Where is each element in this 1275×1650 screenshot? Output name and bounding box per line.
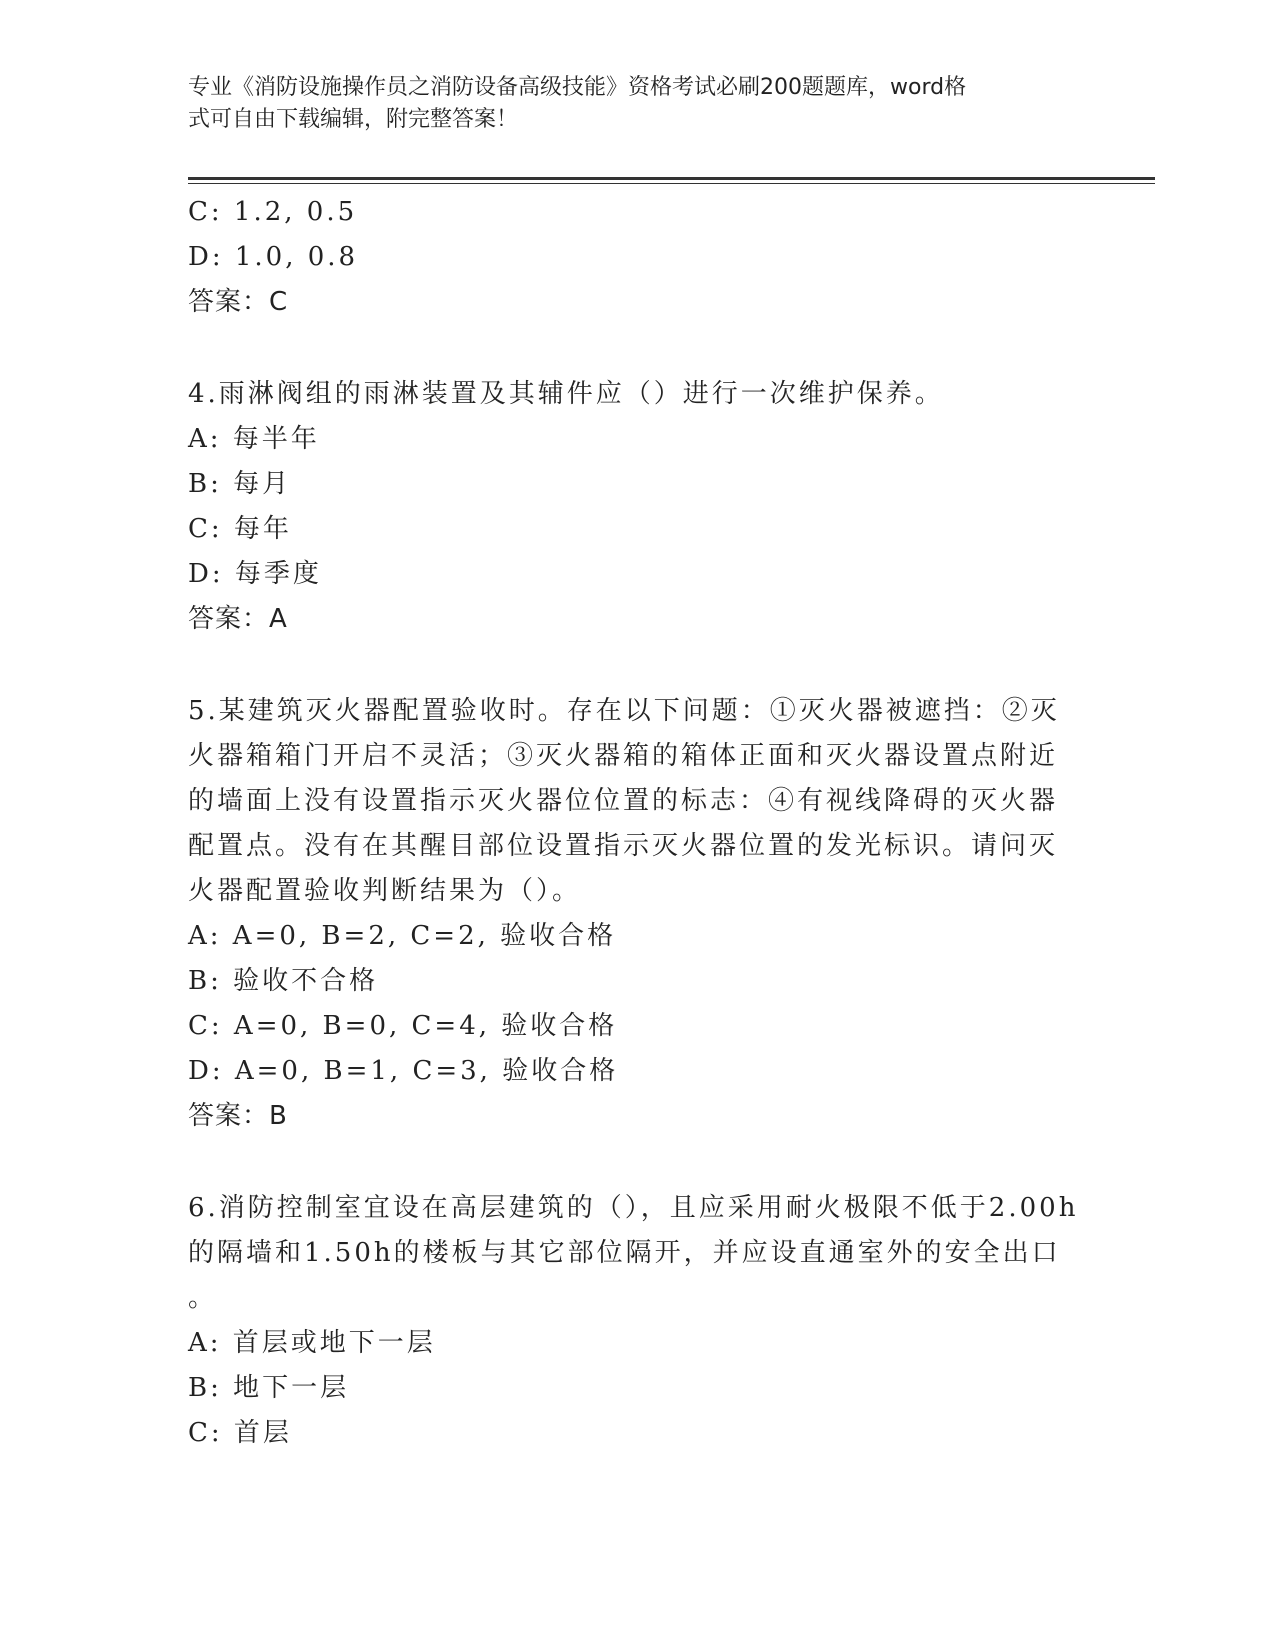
option-c: C: 首层 — [188, 1418, 292, 1448]
spacer — [188, 642, 1088, 689]
option-b: B: 每月 — [188, 469, 292, 499]
answer-line: 答案：A — [188, 604, 288, 634]
option-c: C: 每年 — [188, 514, 292, 544]
header-divider-thin — [188, 183, 1155, 184]
question-3-block — [188, 190, 1088, 325]
question-text-line-3: 的墙面上没有设置指示灭火器位位置的标志：④有视线降碍的灭火器 — [188, 786, 1059, 816]
spacer — [188, 325, 1088, 372]
question-text: 4.雨淋阀组的雨淋装置及其辅件应（）进行一次维护保养。 — [188, 379, 944, 409]
question-text-line-1: 5.某建筑灭火器配置验收时。存在以下问题：①灭火器被遮挡：②灭 — [188, 696, 1060, 726]
option-a: A: A=0, B=2, C=2, 验收合格 — [188, 921, 617, 951]
question-text-line-2: 火器箱箱门开启不灵活；③灭火器箱的箱体正面和灭火器设置点附近 — [188, 741, 1059, 771]
answer-line: 答案：C — [188, 287, 289, 317]
document-header — [188, 72, 1078, 136]
option-c: C: 1.2, 0.5 — [188, 197, 358, 227]
question-6-block — [188, 1186, 1088, 1456]
question-list — [188, 190, 1088, 1456]
question-4-block — [188, 372, 1088, 642]
spacer — [188, 1139, 1088, 1186]
option-b: B: 验收不合格 — [188, 966, 379, 996]
question-text-line-4: 配置点。没有在其醒目部位设置指示灭火器位置的发光标识。请问灭 — [188, 831, 1059, 861]
option-d: D: 每季度 — [188, 559, 322, 589]
header-line-2: 式可自由下载编辑，附完整答案！ — [188, 107, 519, 132]
option-d: D: A=0, B=1, C=3, 验收合格 — [188, 1056, 619, 1086]
option-a: A: 每半年 — [188, 424, 320, 454]
question-text-line-2: 的隔墙和1.50h的楼板与其它部位隔开，并应设直通室外的安全出口 — [188, 1238, 1061, 1268]
header-divider-thick — [188, 177, 1155, 180]
option-d: D: 1.0, 0.8 — [188, 242, 359, 272]
question-text-line-1: 6.消防控制室宜设在高层建筑的（），且应采用耐火极限不低于2.00h — [188, 1193, 1079, 1223]
option-c: C: A=0, B=0, C=4, 验收合格 — [188, 1011, 618, 1041]
option-a: A: 首层或地下一层 — [188, 1328, 436, 1358]
question-text-line-5: 火器配置验收判断结果为（）。 — [188, 876, 582, 906]
option-b: B: 地下一层 — [188, 1373, 350, 1403]
answer-line: 答案：B — [188, 1101, 288, 1131]
question-5-block — [188, 689, 1088, 1139]
question-text-line-3: 。 — [188, 1283, 218, 1313]
header-line-1: 专业《消防设施操作员之消防设备高级技能》资格考试必刷200题题库，word格 — [188, 75, 967, 100]
